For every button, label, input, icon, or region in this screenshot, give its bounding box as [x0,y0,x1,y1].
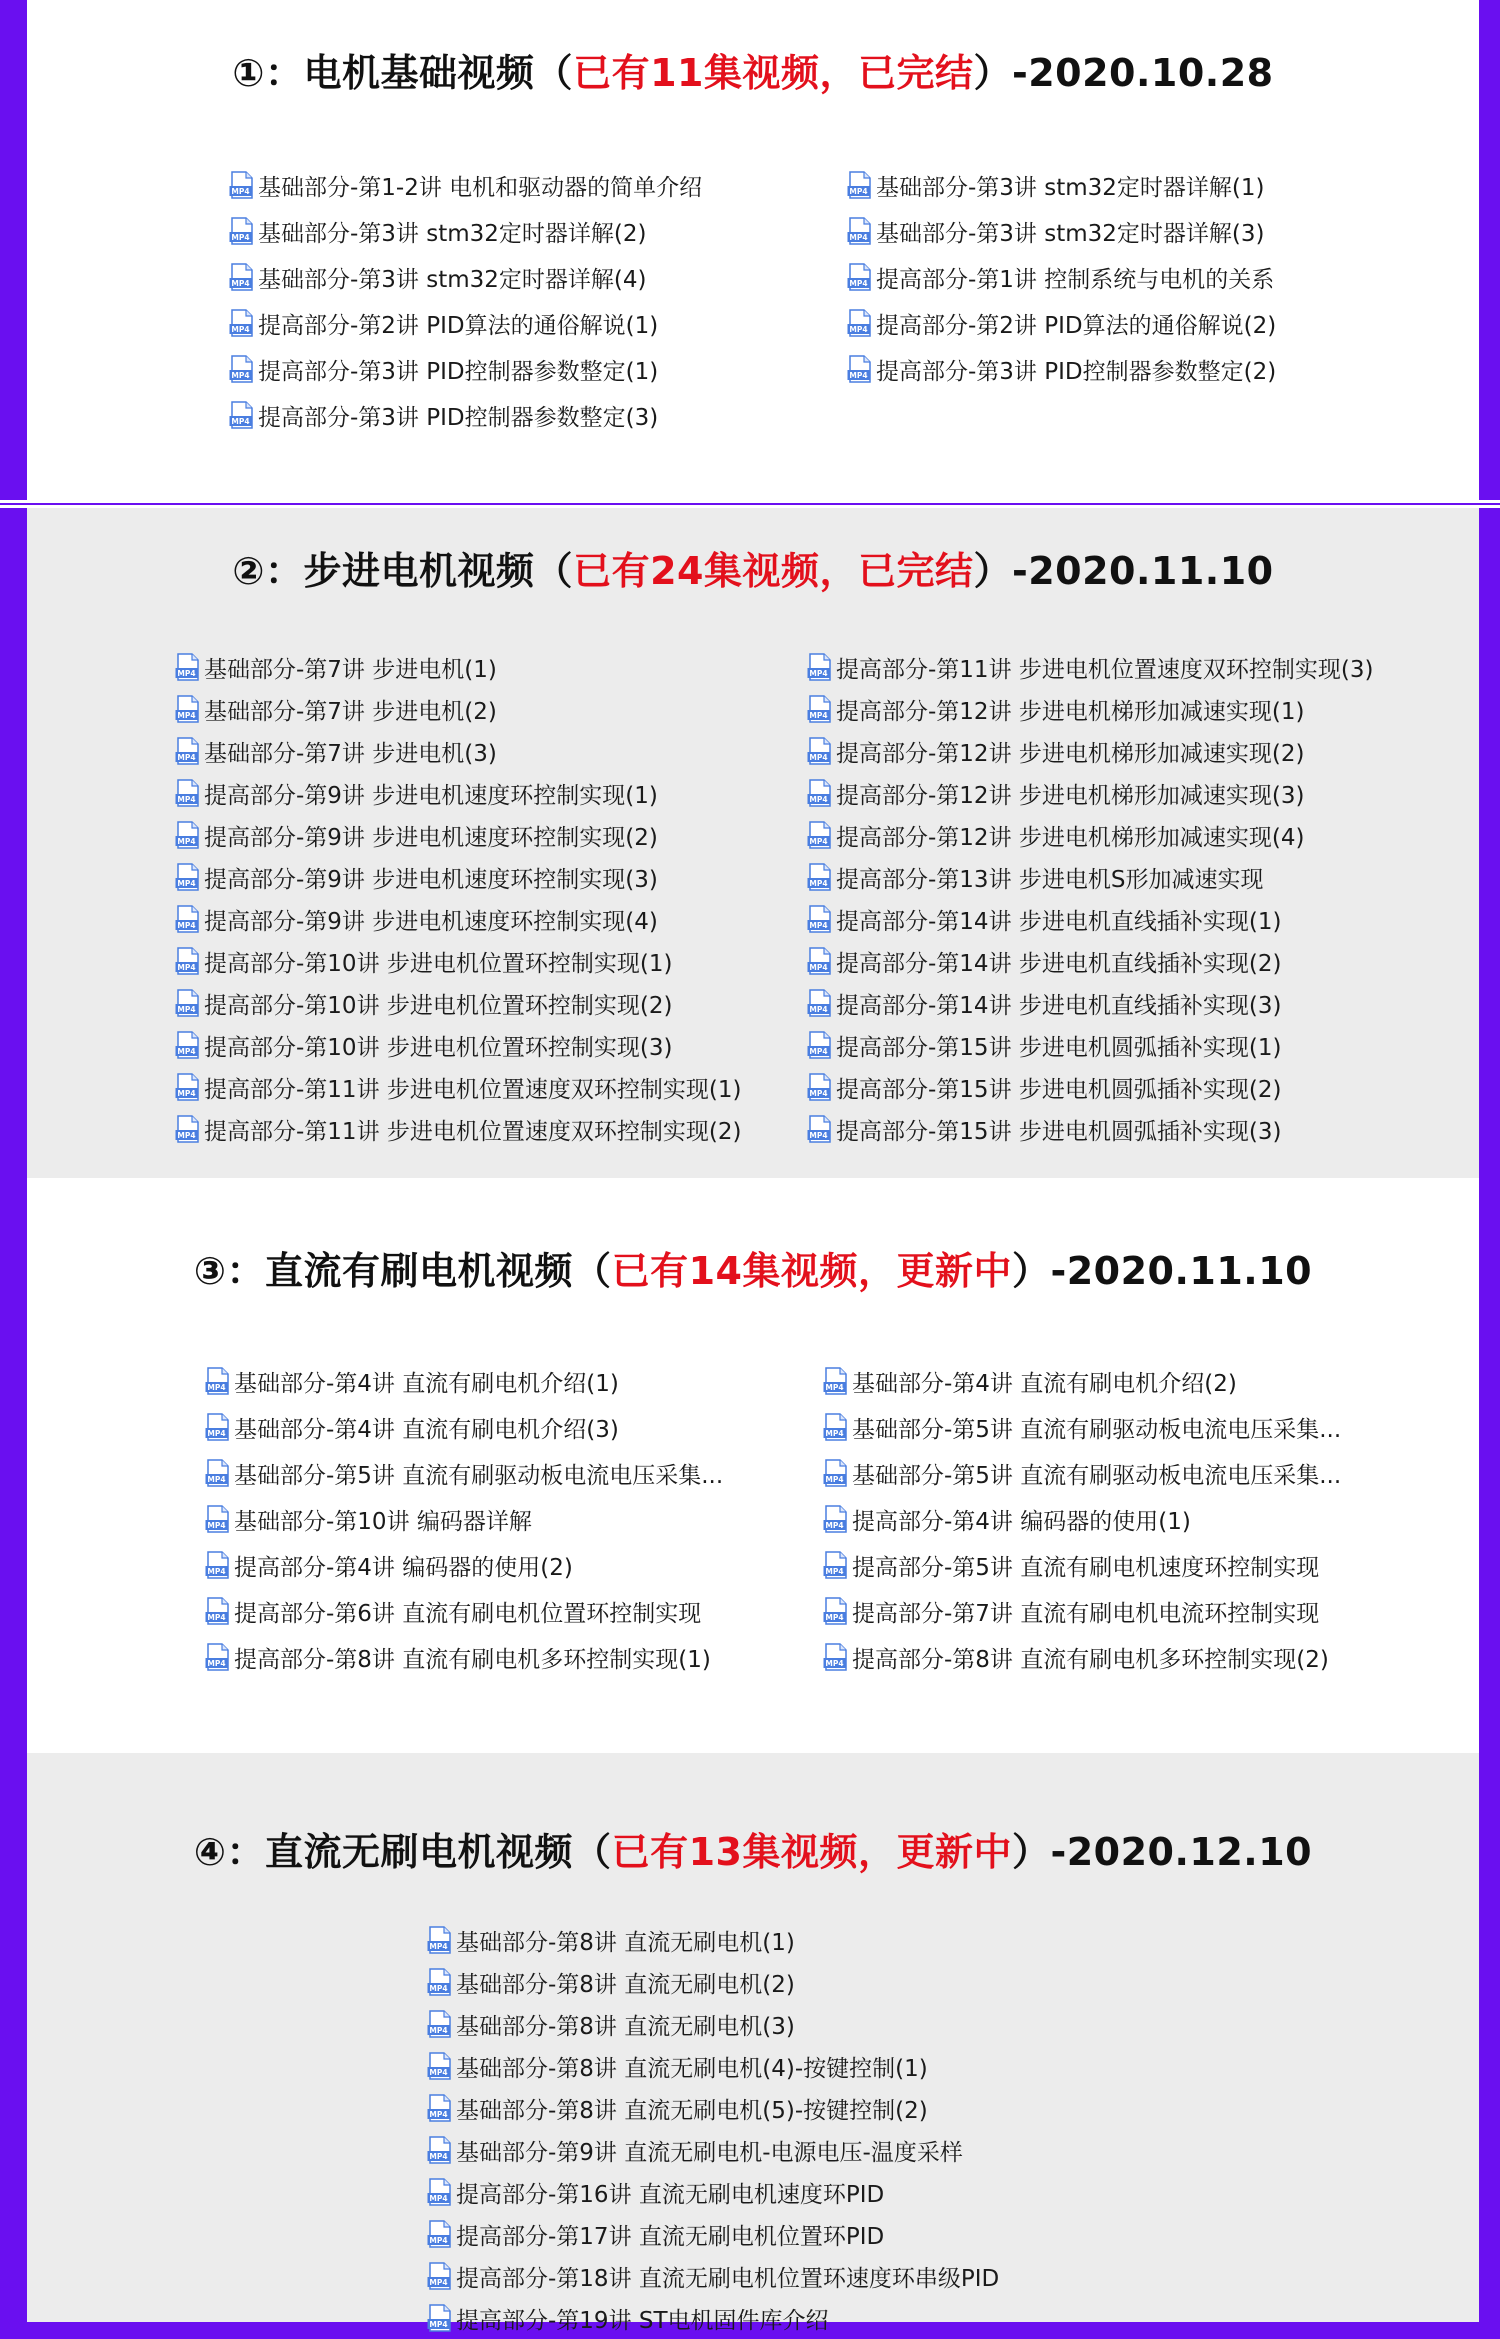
svg-text:MP4: MP4 [809,1131,828,1141]
video-file-name: 提高部分-第16讲 直流无刷电机速度环PID [456,2181,885,2208]
mp4-file-icon [175,1115,201,1143]
mp4-file-icon [847,309,873,337]
mp4-file-icon [175,947,201,975]
video-file-item[interactable] [175,856,741,898]
svg-text:MP4: MP4 [177,879,196,889]
svg-text:MP4: MP4 [177,1047,196,1057]
video-file-name: 提高部分-第3讲 PID控制器参数整定(1) [258,358,659,385]
mp4-file-icon [427,2220,453,2248]
video-file-name: 基础部分-第3讲 stm32定时器详解(2) [258,220,647,247]
video-file-name: 提高部分-第3讲 PID控制器参数整定(3) [258,404,659,431]
svg-text:MP4: MP4 [429,1984,448,1994]
video-file-name: 提高部分-第14讲 步进电机直线插补实现(2) [836,950,1282,977]
title-suffix: ）-2020.10.28 [973,51,1274,95]
video-file-item[interactable] [427,2003,999,2045]
video-file-name: 提高部分-第8讲 直流有刷电机多环控制实现(2) [852,1646,1329,1673]
video-file-name: 基础部分-第4讲 直流有刷电机介绍(2) [852,1370,1237,1397]
svg-text:MP4: MP4 [809,753,828,763]
video-file-name: 提高部分-第7讲 直流有刷电机电流环控制实现 [852,1600,1320,1627]
video-file-name: 基础部分-第4讲 直流有刷电机介绍(3) [234,1416,619,1443]
mp4-file-icon [427,2262,453,2290]
video-file-item[interactable] [807,646,1373,688]
video-file-item[interactable] [205,1496,723,1542]
svg-text:MP4: MP4 [429,2026,448,2036]
mp4-file-icon [229,171,255,199]
mp4-file-icon [175,863,201,891]
video-file-name: 提高部分-第14讲 步进电机直线插补实现(1) [836,908,1282,935]
file-list-left [175,646,741,1150]
video-file-name: 基础部分-第7讲 步进电机(2) [204,698,497,725]
mp4-file-icon [229,263,255,291]
mp4-file-icon [807,695,833,723]
svg-text:MP4: MP4 [231,371,250,381]
video-file-item[interactable] [427,2087,999,2129]
mp4-file-icon [175,821,201,849]
mp4-file-icon [229,355,255,383]
mp4-file-icon [823,1413,849,1441]
svg-text:MP4: MP4 [177,1131,196,1141]
video-file-name: 提高部分-第1讲 控制系统与电机的关系 [876,266,1275,293]
svg-text:MP4: MP4 [809,921,828,931]
mp4-file-icon [847,355,873,383]
video-file-item[interactable] [175,1024,741,1066]
video-file-item[interactable] [175,982,741,1024]
mp4-file-icon [427,2304,453,2332]
video-file-name: 基础部分-第5讲 直流有刷驱动板电流电压采集... [852,1462,1342,1489]
svg-text:MP4: MP4 [429,2110,448,2120]
svg-text:MP4: MP4 [429,2278,448,2288]
mp4-file-icon [229,309,255,337]
video-file-name: 提高部分-第19讲 ST电机固件库介绍 [456,2307,829,2334]
title-prefix: ③：直流有刷电机视频（ [193,1249,612,1293]
video-file-item[interactable] [205,1404,723,1450]
video-file-item[interactable] [175,688,741,730]
svg-text:MP4: MP4 [849,371,868,381]
mp4-file-icon [847,263,873,291]
video-file-item[interactable] [175,1108,741,1150]
mp4-file-icon [175,779,201,807]
mp4-file-icon [205,1643,231,1671]
mp4-file-icon [807,863,833,891]
mp4-file-icon [823,1505,849,1533]
video-file-name: 提高部分-第17讲 直流无刷电机位置环PID [456,2223,885,2250]
svg-text:MP4: MP4 [809,1047,828,1057]
video-file-item[interactable] [229,346,702,392]
video-file-item[interactable] [427,2297,999,2339]
video-file-name: 提高部分-第2讲 PID算法的通俗解说(2) [876,312,1277,339]
mp4-file-icon [175,1073,201,1101]
video-file-name: 基础部分-第8讲 直流无刷电机(5)-按键控制(2) [456,2097,928,2124]
svg-text:MP4: MP4 [207,1383,226,1393]
video-file-item[interactable] [807,940,1373,982]
svg-text:MP4: MP4 [809,669,828,679]
mp4-file-icon [427,1926,453,1954]
svg-text:MP4: MP4 [207,1521,226,1531]
mp4-file-icon [823,1459,849,1487]
section-brushless-dc-motor [27,1753,1479,2334]
mp4-file-icon [427,1968,453,1996]
video-file-item[interactable] [823,1404,1341,1450]
video-file-item[interactable] [823,1588,1341,1634]
video-file-item[interactable] [823,1358,1341,1404]
video-file-item[interactable] [823,1496,1341,1542]
video-file-name: 提高部分-第11讲 步进电机位置速度双环控制实现(3) [836,656,1374,683]
mp4-file-icon [807,653,833,681]
video-file-name: 基础部分-第7讲 步进电机(1) [204,656,497,683]
mp4-file-icon [823,1597,849,1625]
file-list-left [229,162,702,438]
mp4-file-icon [807,1115,833,1143]
video-file-name: 基础部分-第8讲 直流无刷电机(2) [456,1971,795,1998]
video-file-name: 提高部分-第15讲 步进电机圆弧插补实现(3) [836,1118,1282,1145]
mp4-file-icon [175,695,201,723]
svg-text:MP4: MP4 [849,279,868,289]
video-file-item[interactable] [823,1450,1341,1496]
video-file-item[interactable] [427,2171,999,2213]
mp4-file-icon [807,905,833,933]
mp4-file-icon [847,217,873,245]
svg-text:MP4: MP4 [429,2068,448,2078]
svg-text:MP4: MP4 [207,1659,226,1669]
svg-text:MP4: MP4 [177,963,196,973]
mp4-file-icon [807,947,833,975]
video-file-name: 基础部分-第8讲 直流无刷电机(3) [456,2013,795,2040]
svg-text:MP4: MP4 [177,753,196,763]
mp4-file-icon [205,1367,231,1395]
svg-text:MP4: MP4 [849,325,868,335]
video-file-item[interactable] [175,646,741,688]
mp4-file-icon [205,1459,231,1487]
video-file-item[interactable] [175,1066,741,1108]
svg-text:MP4: MP4 [207,1429,226,1439]
file-list-right [823,1358,1341,1680]
video-file-name: 提高部分-第14讲 步进电机直线插补实现(3) [836,992,1282,1019]
mp4-file-icon [847,171,873,199]
video-file-item[interactable] [205,1588,723,1634]
section-title [27,1821,1479,1876]
video-file-name: 提高部分-第10讲 步进电机位置环控制实现(2) [204,992,673,1019]
title-highlight: 已有11集视频，已完结 [573,51,974,95]
mp4-file-icon [823,1367,849,1395]
mp4-file-icon [175,989,201,1017]
video-file-item[interactable] [427,1961,999,2003]
mp4-file-icon [807,821,833,849]
video-file-item[interactable] [807,814,1373,856]
video-file-item[interactable] [427,2213,999,2255]
svg-text:MP4: MP4 [231,325,250,335]
mp4-file-icon [807,779,833,807]
video-file-name: 提高部分-第5讲 直流有刷电机速度环控制实现 [852,1554,1320,1581]
svg-text:MP4: MP4 [177,711,196,721]
video-file-name: 提高部分-第15讲 步进电机圆弧插补实现(2) [836,1076,1282,1103]
section-title [27,1240,1479,1295]
svg-text:MP4: MP4 [825,1659,844,1669]
mp4-file-icon [807,737,833,765]
video-file-name: 提高部分-第18讲 直流无刷电机位置环速度环串级PID [456,2265,1000,2292]
mp4-file-icon [427,2052,453,2080]
video-file-name: 基础部分-第7讲 步进电机(3) [204,740,497,767]
svg-text:MP4: MP4 [849,187,868,197]
video-file-name: 基础部分-第3讲 stm32定时器详解(4) [258,266,647,293]
svg-text:MP4: MP4 [825,1383,844,1393]
mp4-file-icon [175,737,201,765]
video-file-item[interactable] [847,300,1276,346]
section-brushed-dc-motor [27,1178,1479,1753]
video-file-name: 提高部分-第4讲 编码器的使用(1) [852,1508,1191,1535]
mp4-file-icon [205,1413,231,1441]
video-file-name: 提高部分-第9讲 步进电机速度环控制实现(2) [204,824,658,851]
mp4-file-icon [427,2010,453,2038]
svg-text:MP4: MP4 [825,1475,844,1485]
video-file-item[interactable] [807,1108,1373,1150]
section-stepper-motor [27,508,1479,1178]
video-file-name: 提高部分-第10讲 步进电机位置环控制实现(3) [204,1034,673,1061]
mp4-file-icon [229,217,255,245]
svg-text:MP4: MP4 [809,711,828,721]
svg-text:MP4: MP4 [177,921,196,931]
file-list-left [427,1919,999,2339]
video-file-name: 基础部分-第9讲 直流无刷电机-电源电压-温度采样 [456,2139,963,2166]
video-file-item[interactable] [807,982,1373,1024]
title-suffix: ）-2020.11.10 [973,549,1274,593]
video-file-item[interactable] [807,730,1373,772]
title-highlight: 已有13集视频，更新中 [611,1830,1012,1874]
svg-text:MP4: MP4 [825,1429,844,1439]
video-file-name: 基础部分-第8讲 直流无刷电机(4)-按键控制(1) [456,2055,928,2082]
svg-text:MP4: MP4 [231,417,250,427]
mp4-file-icon [205,1551,231,1579]
section-motor-basics [27,0,1479,500]
video-file-item[interactable] [807,898,1373,940]
video-file-item[interactable] [205,1542,723,1588]
video-file-name: 基础部分-第3讲 stm32定时器详解(3) [876,220,1265,247]
video-file-item[interactable] [427,1919,999,1961]
video-file-name: 提高部分-第12讲 步进电机梯形加减速实现(4) [836,824,1305,851]
video-file-item[interactable] [229,208,702,254]
svg-text:MP4: MP4 [207,1567,226,1577]
video-file-item[interactable] [807,856,1373,898]
svg-text:MP4: MP4 [177,837,196,847]
svg-text:MP4: MP4 [429,2236,448,2246]
video-file-name: 基础部分-第10讲 编码器详解 [234,1508,532,1535]
video-file-name: 基础部分-第3讲 stm32定时器详解(1) [876,174,1265,201]
svg-text:MP4: MP4 [231,187,250,197]
video-file-item[interactable] [175,814,741,856]
svg-text:MP4: MP4 [207,1475,226,1485]
file-list-left [205,1358,723,1680]
svg-text:MP4: MP4 [177,1005,196,1015]
video-file-item[interactable] [807,772,1373,814]
video-file-item[interactable] [427,2045,999,2087]
video-file-name: 基础部分-第4讲 直流有刷电机介绍(1) [234,1370,619,1397]
video-file-name: 基础部分-第1-2讲 电机和驱动器的简单介绍 [258,174,703,201]
video-file-name: 提高部分-第4讲 编码器的使用(2) [234,1554,573,1581]
video-file-name: 提高部分-第15讲 步进电机圆弧插补实现(1) [836,1034,1282,1061]
svg-text:MP4: MP4 [429,2152,448,2162]
title-prefix: ②：步进电机视频（ [232,549,574,593]
title-prefix: ④：直流无刷电机视频（ [193,1830,612,1874]
video-file-name: 基础部分-第5讲 直流有刷驱动板电流电压采集... [852,1416,1342,1443]
video-file-item[interactable] [229,162,702,208]
svg-text:MP4: MP4 [177,1089,196,1099]
video-file-item[interactable] [229,254,702,300]
video-file-item[interactable] [847,346,1276,392]
mp4-file-icon [427,2094,453,2122]
svg-text:MP4: MP4 [429,2194,448,2204]
title-prefix: ①：电机基础视频（ [232,51,574,95]
video-file-name: 提高部分-第3讲 PID控制器参数整定(2) [876,358,1277,385]
video-file-name: 基础部分-第5讲 直流有刷驱动板电流电压采集... [234,1462,724,1489]
video-file-name: 提高部分-第11讲 步进电机位置速度双环控制实现(2) [204,1118,742,1145]
video-file-item[interactable] [205,1450,723,1496]
svg-text:MP4: MP4 [849,233,868,243]
mp4-file-icon [175,653,201,681]
section-title [27,540,1479,595]
video-file-item[interactable] [175,772,741,814]
video-file-item[interactable] [847,162,1276,208]
svg-text:MP4: MP4 [825,1521,844,1531]
mp4-file-icon [229,401,255,429]
svg-text:MP4: MP4 [207,1613,226,1623]
video-file-item[interactable] [427,2255,999,2297]
svg-text:MP4: MP4 [231,279,250,289]
svg-text:MP4: MP4 [809,1005,828,1015]
video-file-item[interactable] [847,208,1276,254]
title-suffix: ）-2020.12.10 [1011,1830,1313,1874]
video-file-item[interactable] [427,2129,999,2171]
video-file-item[interactable] [847,254,1276,300]
video-file-item[interactable] [229,392,702,438]
mp4-file-icon [175,1031,201,1059]
video-file-name: 提高部分-第12讲 步进电机梯形加减速实现(3) [836,782,1305,809]
svg-text:MP4: MP4 [231,233,250,243]
file-list-right [847,162,1276,392]
svg-text:MP4: MP4 [177,669,196,679]
section-title [27,42,1479,97]
mp4-file-icon [205,1505,231,1533]
svg-text:MP4: MP4 [429,1942,448,1952]
mp4-file-icon [205,1597,231,1625]
mp4-file-icon [807,1031,833,1059]
video-file-name: 提高部分-第13讲 步进电机S形加减速实现 [836,866,1264,893]
title-suffix: ）-2020.11.10 [1011,1249,1313,1293]
svg-text:MP4: MP4 [809,1089,828,1099]
video-file-item[interactable] [205,1634,723,1680]
svg-text:MP4: MP4 [809,837,828,847]
video-file-item[interactable] [175,730,741,772]
video-file-name: 提高部分-第9讲 步进电机速度环控制实现(4) [204,908,658,935]
video-file-name: 提高部分-第6讲 直流有刷电机位置环控制实现 [234,1600,702,1627]
video-file-name: 提高部分-第9讲 步进电机速度环控制实现(3) [204,866,658,893]
svg-text:MP4: MP4 [825,1613,844,1623]
video-file-item[interactable] [205,1358,723,1404]
svg-text:MP4: MP4 [429,2320,448,2330]
svg-text:MP4: MP4 [825,1567,844,1577]
video-file-name: 提高部分-第8讲 直流有刷电机多环控制实现(1) [234,1646,711,1673]
file-list-right [807,646,1373,1150]
svg-text:MP4: MP4 [809,963,828,973]
mp4-file-icon [427,2136,453,2164]
video-file-item[interactable] [807,1066,1373,1108]
svg-text:MP4: MP4 [177,795,196,805]
video-file-name: 提高部分-第10讲 步进电机位置环控制实现(1) [204,950,673,977]
video-file-name: 提高部分-第12讲 步进电机梯形加减速实现(1) [836,698,1305,725]
title-highlight: 已有14集视频，更新中 [611,1249,1012,1293]
video-file-item[interactable] [823,1634,1341,1680]
svg-text:MP4: MP4 [809,795,828,805]
video-file-item[interactable] [229,300,702,346]
mp4-file-icon [175,905,201,933]
video-file-name: 基础部分-第8讲 直流无刷电机(1) [456,1929,795,1956]
mp4-file-icon [823,1551,849,1579]
video-file-item[interactable] [175,940,741,982]
mp4-file-icon [427,2178,453,2206]
mp4-file-icon [823,1643,849,1671]
title-highlight: 已有24集视频，已完结 [573,549,974,593]
svg-text:MP4: MP4 [809,879,828,889]
video-file-item[interactable] [823,1542,1341,1588]
video-file-name: 提高部分-第2讲 PID算法的通俗解说(1) [258,312,659,339]
video-file-name: 提高部分-第12讲 步进电机梯形加减速实现(2) [836,740,1305,767]
mp4-file-icon [807,989,833,1017]
video-file-item[interactable] [807,1024,1373,1066]
mp4-file-icon [807,1073,833,1101]
video-file-name: 提高部分-第9讲 步进电机速度环控制实现(1) [204,782,658,809]
video-file-item[interactable] [807,688,1373,730]
video-file-name: 提高部分-第11讲 步进电机位置速度双环控制实现(1) [204,1076,742,1103]
video-file-item[interactable] [175,898,741,940]
section-divider [0,500,1500,508]
